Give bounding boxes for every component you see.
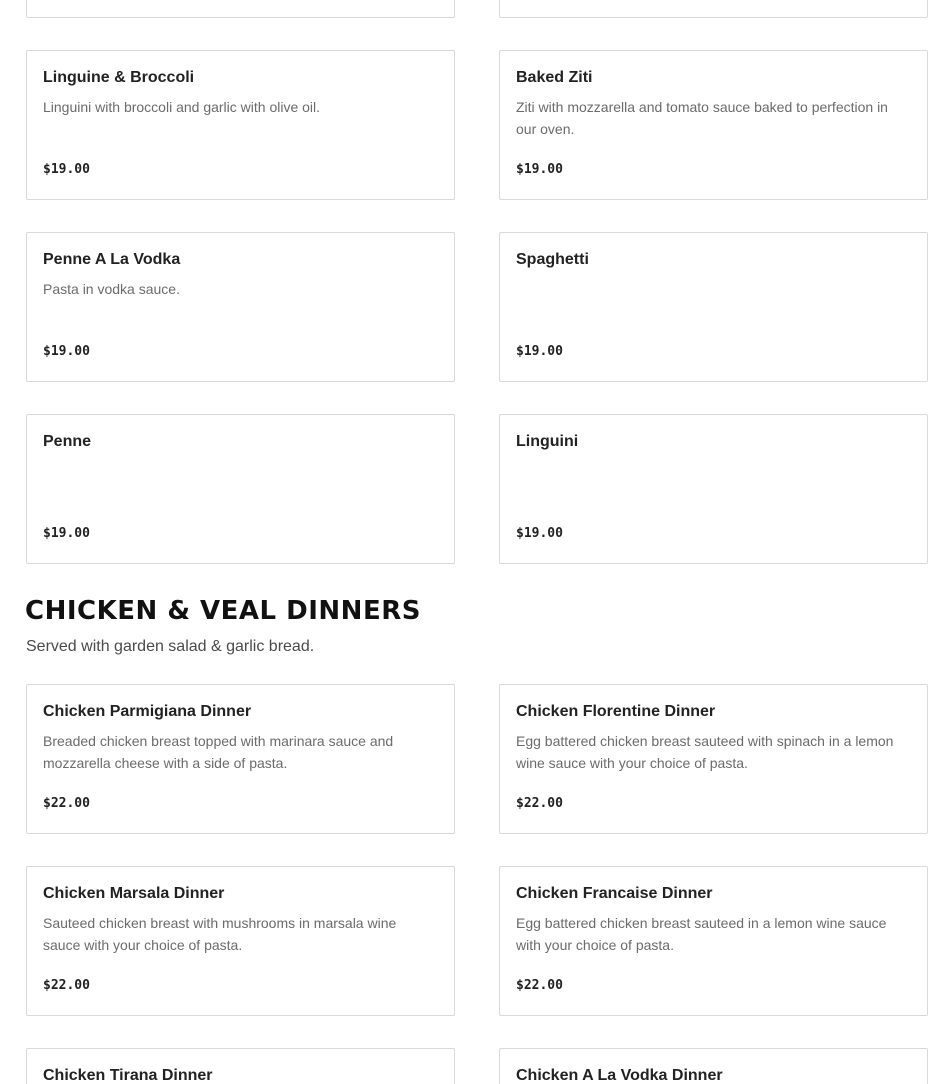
menu-item-card[interactable] [499,866,928,1016]
item-name: Chicken A La Vodka Dinner [516,1067,723,1084]
item-name: Chicken Parmigiana Dinner [43,703,252,720]
item-price: $19.00 [43,526,90,541]
item-name: Linguini [516,433,579,450]
item-price: $19.00 [43,344,90,359]
item-name: Chicken Tirana Dinner [43,1067,213,1084]
menu-item-card[interactable] [26,866,455,1016]
menu-item-card[interactable] [499,414,928,564]
menu-item-card[interactable] [26,50,455,200]
item-name: Chicken Marsala Dinner [43,885,225,902]
item-price: $22.00 [43,978,90,993]
menu-item-card[interactable] [26,0,455,18]
menu-item-card[interactable] [26,684,455,834]
item-name: Chicken Florentine Dinner [516,703,716,720]
item-price: $19.00 [516,526,563,541]
menu-item-card[interactable] [499,0,928,18]
item-description: Egg battered chicken breast sauteed with spinach in a lemon wine sauce with your choice of pasta. [516,733,894,771]
item-name: Linguine & Broccoli [43,69,195,86]
item-price: $19.00 [43,162,90,177]
item-price: $19.00 [516,162,563,177]
item-name: Penne [43,433,92,450]
item-name: Chicken Francaise Dinner [516,885,713,902]
item-description: Breaded chicken breast topped with marinara sauce and mozzarella cheese with a side of pasta. [43,733,394,771]
menu-item-card[interactable] [499,232,928,382]
item-price: $22.00 [516,978,563,993]
item-description: Linguini with broccoli and garlic with olive oil. [43,99,321,115]
item-description: Sauteed chicken breast with mushrooms in marsala wine sauce with your choice of pasta. [43,915,397,953]
item-name: Baked Ziti [516,69,593,86]
item-description: Pasta in vodka sauce. [43,281,180,297]
menu-item-card[interactable] [499,684,928,834]
item-description: Ziti with mozzarella and tomato sauce baked to perfection in our oven. [516,99,888,137]
menu-item-card[interactable] [26,1048,455,1084]
item-description: Egg battered chicken breast sauteed in a lemon wine sauce with your choice of pasta. [516,915,887,953]
item-price: $19.00 [516,344,563,359]
menu-item-card[interactable] [26,232,455,382]
menu-item-card[interactable] [26,414,455,564]
item-name: Spaghetti [516,251,589,268]
item-price: $22.00 [43,796,90,811]
menu-item-card[interactable] [499,50,928,200]
section-title: CHICKEN & VEAL DINNERS [25,596,421,626]
item-price: $22.00 [516,796,563,811]
menu-item-card[interactable] [499,1048,928,1084]
section-subtitle: Served with garden salad & garlic bread. [26,638,315,655]
item-name: Penne A La Vodka [43,251,181,268]
